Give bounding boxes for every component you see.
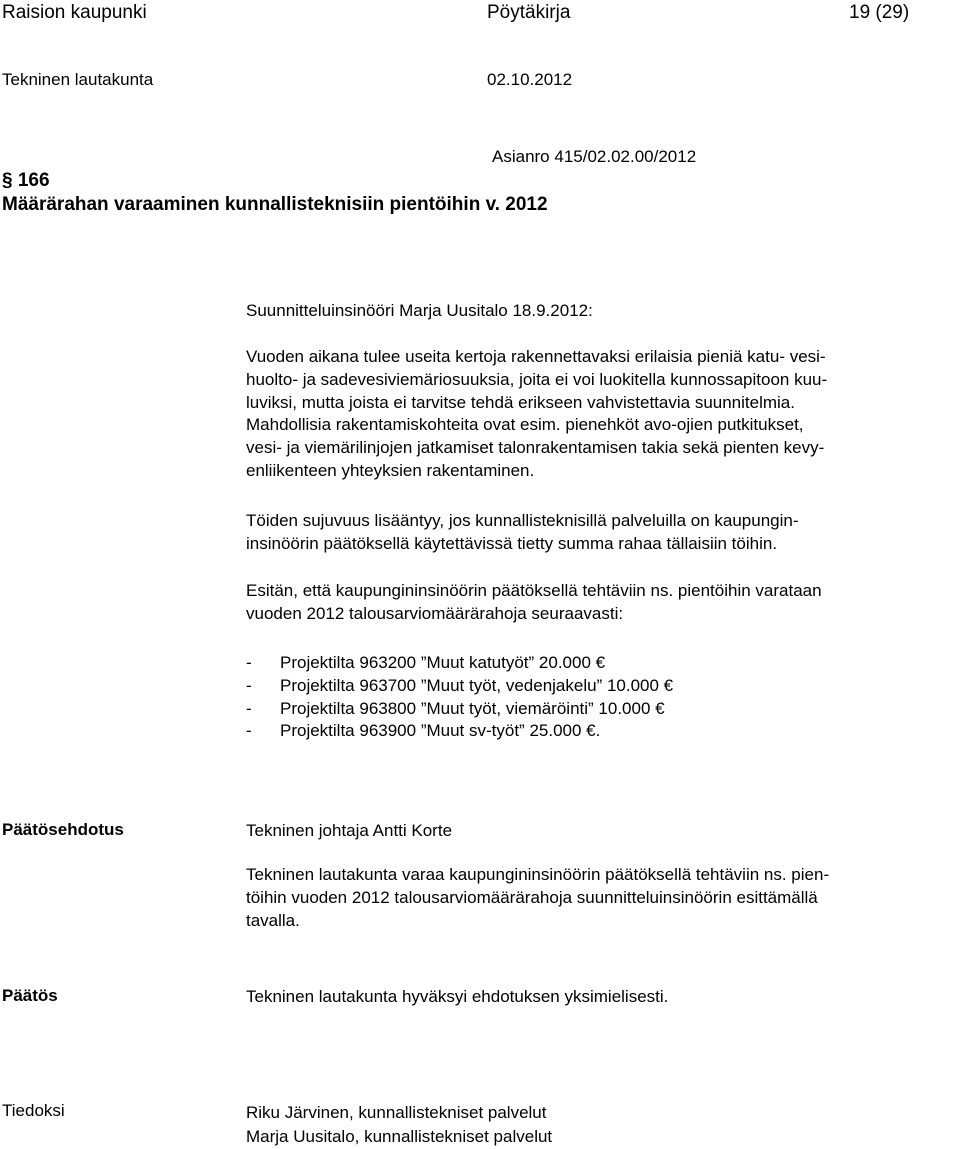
paragraph-line: luviksi, mutta joista ei tarvitse tehdä erikseen vahvistettavia suunnitelmia. [246,392,795,412]
decision-label: Päätös [2,986,58,1005]
list-dash: - [246,653,252,672]
list-item [246,720,673,743]
notices-recipients [246,1101,946,1149]
list-item [246,698,673,721]
proposal-label: Päätösehdotus [2,820,124,839]
page-number: 19 (29) [849,2,910,23]
paragraph-3 [246,580,946,626]
preparer-line [246,300,946,323]
list-item [246,675,673,698]
proposal-text [246,864,946,932]
paragraph-line: töihin vuoden 2012 talousarviomäärärahoja suunnitteluinsinöörin esittämällä [246,887,818,907]
paragraph-line: huolto- ja sadevesiviemäriosuuksia, joita ei voi luokitella kunnossapitoon kuu- [246,369,828,389]
list-item-text: Projektilta 963900 ”Muut sv-työt” 25.000 €. [280,721,601,741]
paragraph-line: vuoden 2012 talousarviomäärärahoja seuraavasti: [246,603,624,623]
decision-text [246,986,946,1009]
paragraph-line: Töiden sujuvuus lisääntyy, jos kunnallisteknisillä palveluilla on kaupungin- [246,511,799,530]
paragraph-2 [246,510,946,556]
recipient: Riku Järvinen, kunnallistekniset palvelut [246,1103,547,1122]
paragraph-line: insinöörin päätöksellä käytettävissä tietty summa rahaa tällaisiin töihin. [246,533,778,553]
list-dash: - [246,698,252,718]
document-type: Pöytäkirja [487,2,571,23]
notices-label: Tiedoksi [2,1101,65,1120]
municipality-name: Raision kaupunki [2,2,147,23]
budget-list [246,652,673,743]
list-item-text: Projektilta 963200 ”Muut katutyöt” 20.000 € [280,653,606,672]
proposal-presenter [246,820,946,843]
list-item-text: Projektilta 963800 ”Muut työt, viemäröinti” 10.000 € [280,698,665,718]
preparer-text: Suunnitteluinsinööri Marja Uusitalo 18.9.2012: [246,301,593,320]
paragraph-line: Vuoden aikana tulee useita kertoja rakennettavaksi erilaisia pieniä katu- vesi- [246,347,826,366]
paragraph-line: Mahdollisia rakentamiskohteita ovat esim. pienehköt avo-ojien putkitukset, [246,415,804,435]
presenter-text: Tekninen johtaja Antti Korte [246,821,453,840]
paragraph-line: enliikenteen yhteyksien rakentaminen. [246,460,535,480]
list-item-text: Projektilta 963700 ”Muut työt, vedenjakelu” 10.000 € [280,675,674,695]
case-number: Asianro 415/02.02.00/2012 [492,147,697,166]
list-item [246,652,673,675]
recipient: Marja Uusitalo, kunnallistekniset palvelut [246,1127,553,1146]
meeting-date: 02.10.2012 [487,70,573,89]
paragraph-line: Esitän, että kaupungininsinöörin päätöksellä tehtäviin ns. pientöihin varataan [246,581,822,600]
paragraph-line: tavalla. [246,910,300,930]
committee-name: Tekninen lautakunta [2,70,154,89]
paragraph-1 [246,346,946,483]
list-dash: - [246,675,252,695]
list-dash: - [246,721,252,741]
paragraph-line: Tekninen lautakunta varaa kaupungininsinöörin päätöksellä tehtäviin ns. pien- [246,865,830,884]
decision-line: Tekninen lautakunta hyväksyi ehdotuksen yksimielisesti. [246,987,669,1006]
case-title: Määrärahan varaaminen kunnallisteknisiin pientöihin v. 2012 [2,194,548,215]
paragraph-line: vesi- ja viemärilinjojen jatkamiset talonrakentamisen takia sekä pienten kevy- [246,438,825,458]
section-number: § 166 [2,170,50,191]
